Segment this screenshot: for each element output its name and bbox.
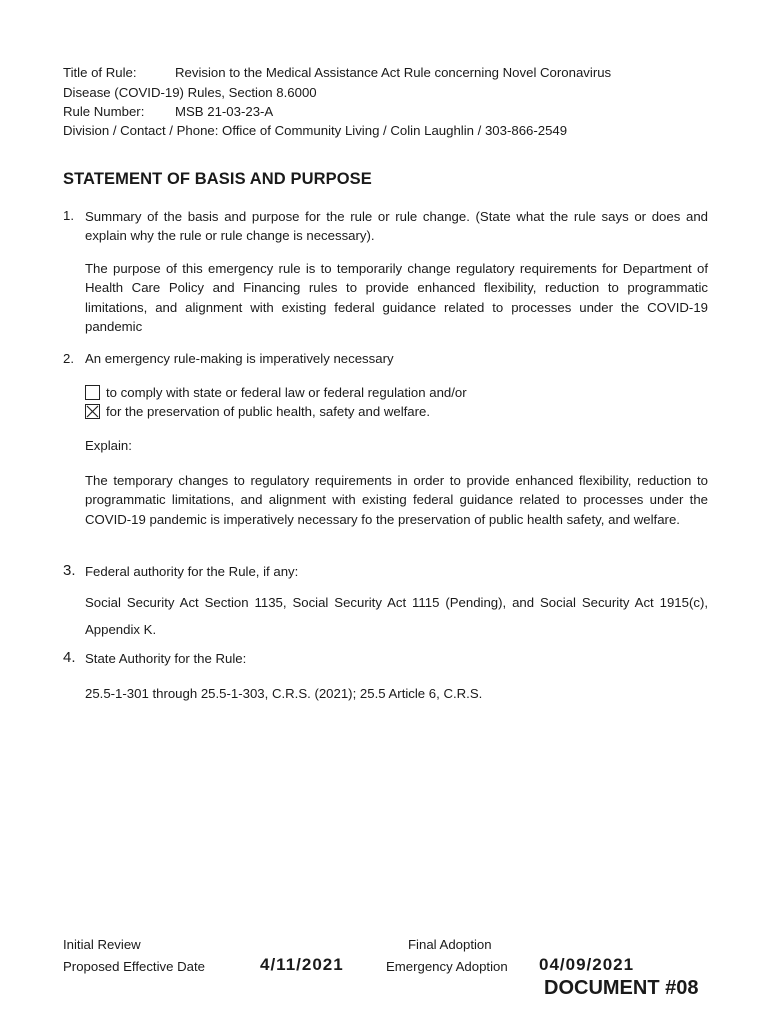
section-4-number: 4.	[63, 649, 76, 666]
section-2-question: An emergency rule-making is imperatively necessary	[85, 351, 394, 366]
section-1-number: 1.	[63, 208, 74, 223]
document-number: DOCUMENT #08	[544, 977, 699, 999]
section-3-number: 3.	[63, 562, 76, 579]
checkbox-comply-law-label: to comply with state or federal law or federal regulation and/or	[106, 385, 467, 400]
checkbox-comply-law[interactable]	[85, 385, 100, 400]
statement-title: STATEMENT OF BASIS AND PURPOSE	[63, 170, 372, 188]
initial-review-label: Initial Review	[63, 937, 141, 952]
proposed-effective-date-value: 4/11/2021	[260, 955, 344, 974]
section-1-answer: The purpose of this emergency rule is to temporarily change regulatory requirements for Department of Health Care Policy and Financing rules to provide enhanced flexibility, reduction to programmatic limitations, and alignment with existing federal guidance related to processes under the COVID-19 pandemic	[85, 261, 708, 334]
section-2-explanation: The temporary changes to regulatory requirements in order to provide enhanced flexibility, reduction to programmatic limitations, and alignment with existing federal guidance related to processes under the COVID-19 pandemic is imperatively necessary fo the preservation of public health safety, and welfare.	[85, 473, 708, 527]
checkbox-public-health-label: for the preservation of public health, safety and welfare.	[106, 404, 431, 419]
final-adoption-label: Final Adoption	[408, 937, 492, 952]
title-of-rule-value: Revision to the Medical Assistance Act Rule concerning Novel Coronavirus	[175, 65, 612, 80]
emergency-adoption-label: Emergency Adoption	[386, 959, 508, 974]
check-x-icon	[86, 405, 99, 418]
section-3-answer: Social Security Act Section 1135, Social Security Act 1115 (Pending), and Social Security Act 1915(c), Appendix K.	[85, 595, 708, 637]
emergency-adoption-date: 04/09/2021	[539, 955, 635, 974]
title-of-rule-continuation: Disease (COVID-19) Rules, Section 8.6000	[63, 85, 317, 100]
title-of-rule-line	[63, 63, 713, 83]
explain-label: Explain:	[85, 438, 132, 453]
rule-number-line	[63, 102, 713, 122]
section-1-question: Summary of the basis and purpose for the rule or rule change. (State what the rule says or does and explain why the rule or rule change is necessary).	[85, 209, 708, 244]
rule-number-label: Rule Number:	[63, 104, 145, 119]
proposed-effective-date-label: Proposed Effective Date	[63, 959, 205, 974]
rule-number-value: MSB 21-03-23-A	[175, 104, 274, 119]
section-4-answer: 25.5-1-301 through 25.5-1-303, C.R.S. (2021); 25.5 Article 6, C.R.S.	[85, 686, 483, 701]
title-of-rule-label: Title of Rule:	[63, 65, 137, 80]
section-4-question: State Authority for the Rule:	[85, 651, 247, 666]
division-contact-line: Division / Contact / Phone: Office of Community Living / Colin Laughlin / 303-866-2549	[63, 123, 568, 138]
section-3-question: Federal authority for the Rule, if any:	[85, 564, 299, 579]
section-2-number: 2.	[63, 351, 74, 366]
checkbox-public-health[interactable]	[85, 404, 100, 419]
